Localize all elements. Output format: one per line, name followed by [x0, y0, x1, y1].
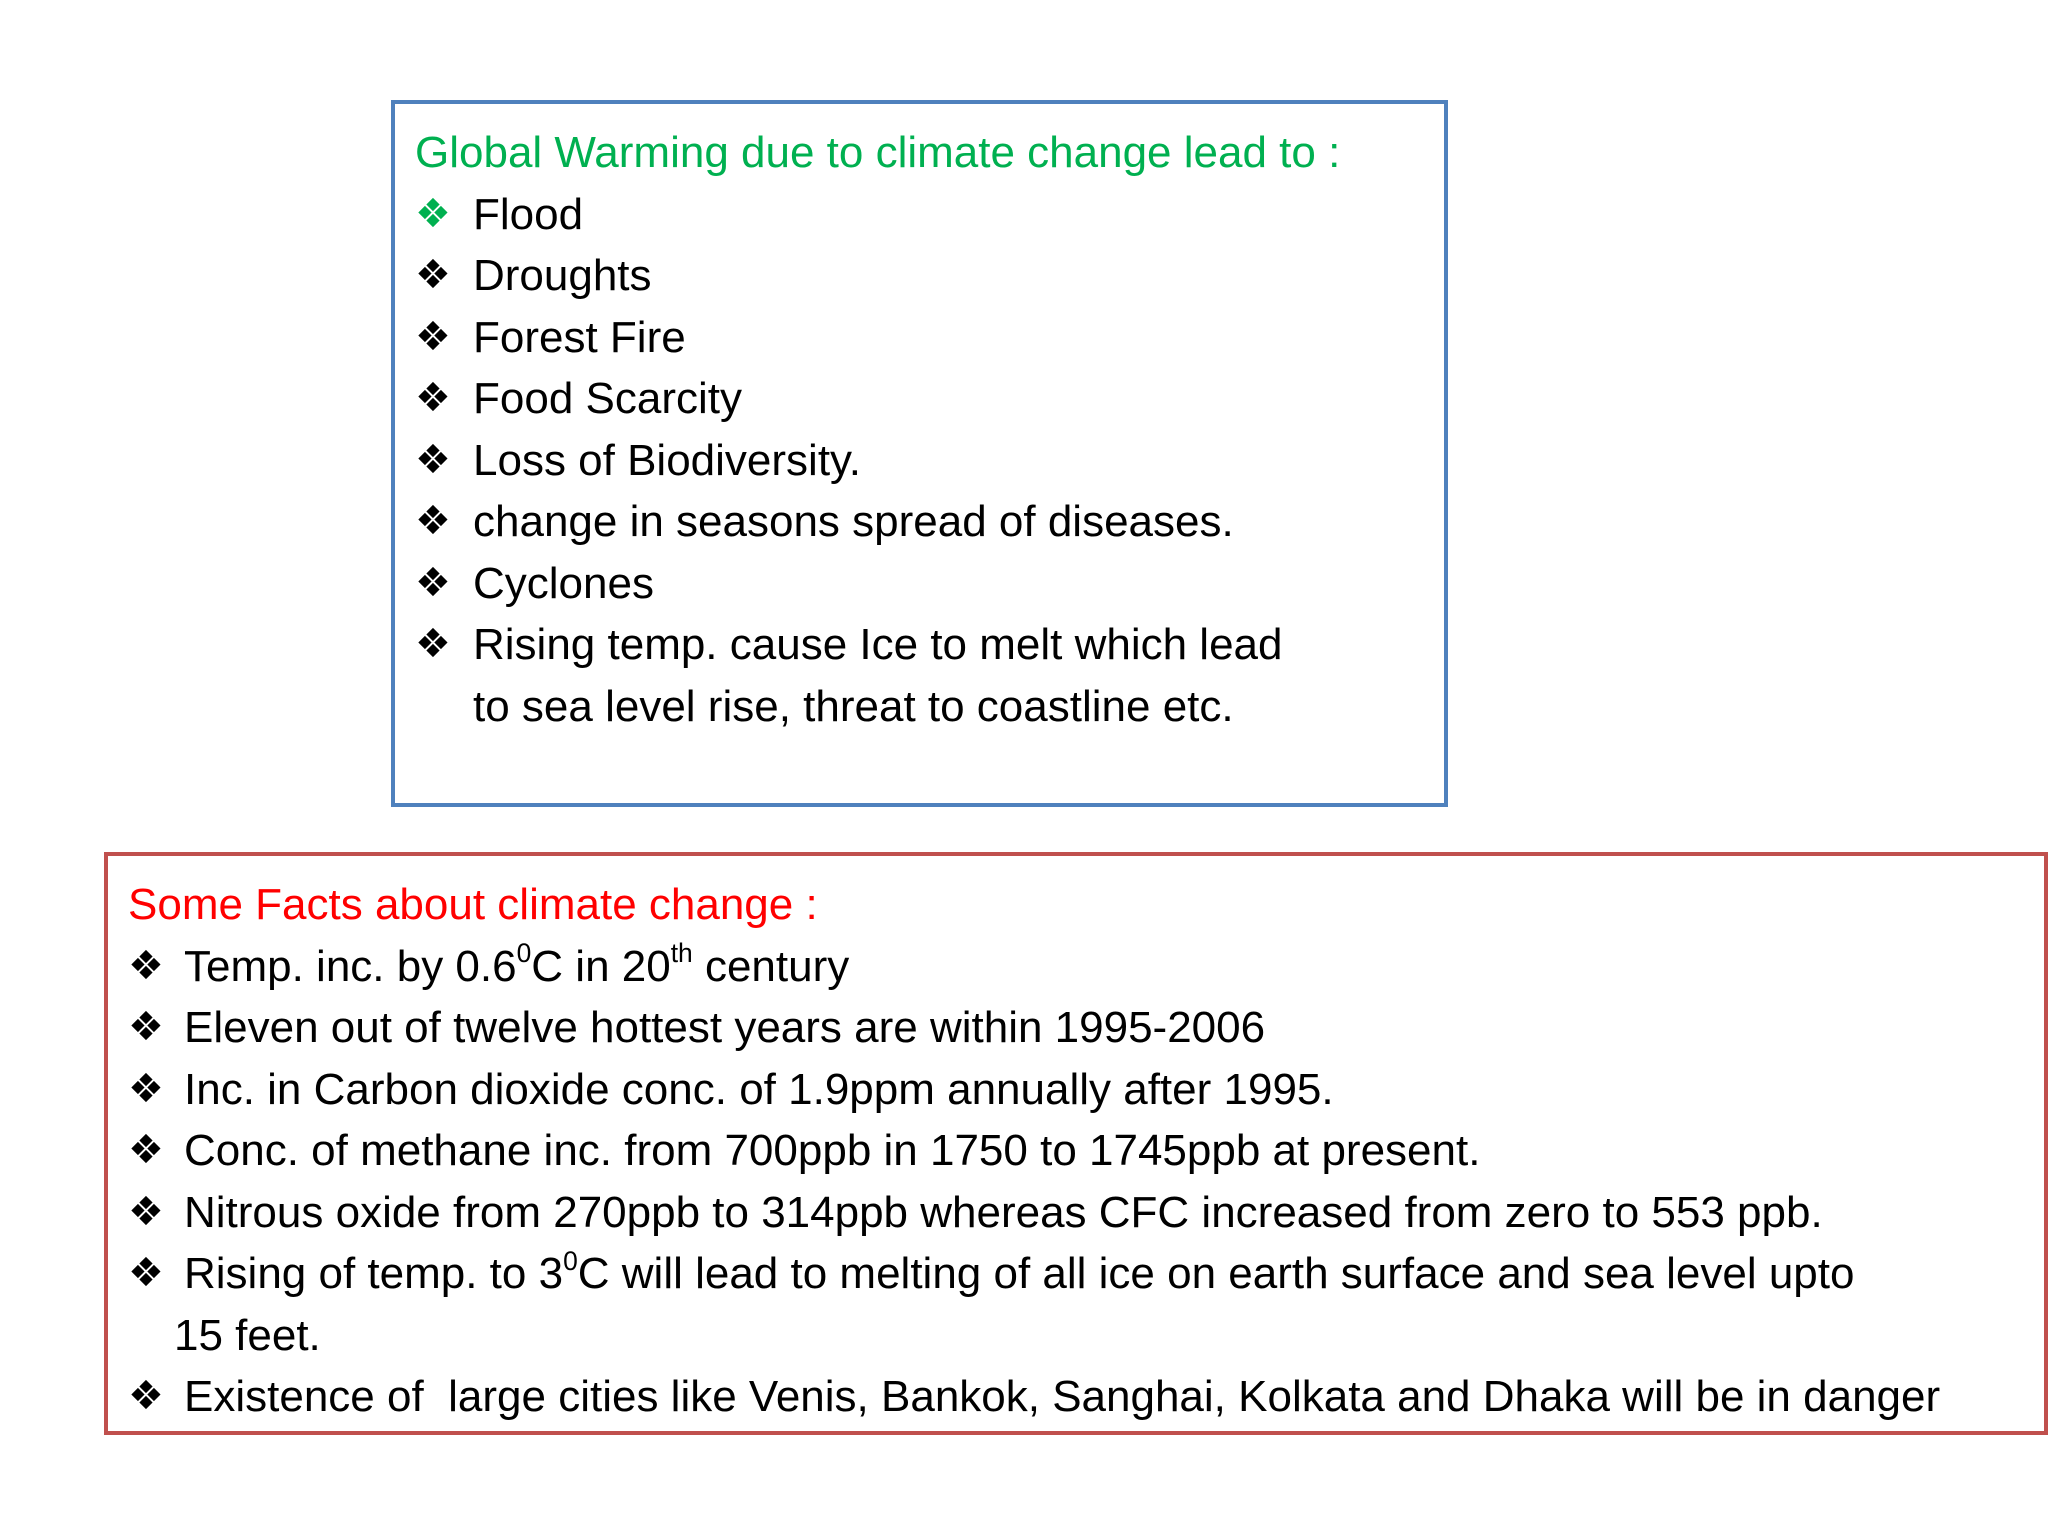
fact-text-part: century: [692, 941, 850, 991]
diamond-bullet-icon: ❖: [415, 375, 451, 421]
fact-text-part: C will lead to melting of all ice on earth surface and sea level upto: [577, 1249, 1855, 1298]
effect-item-text: change in seasons spread of diseases.: [473, 497, 1234, 546]
list-item: [415, 245, 1444, 307]
list-item: [128, 1366, 2044, 1428]
list-item: [415, 184, 1444, 246]
fact-item-text: Nitrous oxide from 270ppb to 314ppb whereas CFC increased from zero to 553 ppb.: [184, 1187, 1823, 1237]
effect-item-text: Droughts: [473, 251, 652, 300]
effects-heading: Global Warming due to climate change lead to :: [415, 128, 1341, 177]
list-item: [128, 1243, 2044, 1366]
diamond-bullet-icon: ❖: [415, 252, 451, 298]
list-item: [128, 1120, 2044, 1182]
effect-item-text: Food Scarcity: [473, 374, 742, 423]
fact-superscript: th: [670, 938, 693, 969]
effect-item-text: Forest Fire: [473, 312, 686, 362]
fact-item-text: Eleven out of twelve hottest years are within 1995-2006: [184, 1003, 1266, 1052]
effects-list: [415, 184, 1444, 738]
list-item: [128, 1059, 2044, 1121]
fact-item-text: Inc. in Carbon dioxide conc. of 1.9ppm annually after 1995.: [184, 1064, 1334, 1114]
diamond-bullet-icon: ❖: [415, 313, 451, 360]
diamond-bullet-icon: ❖: [415, 621, 451, 667]
diamond-bullet-icon: ❖: [128, 942, 164, 989]
list-item: [415, 307, 1444, 369]
diamond-bullet-icon: ❖: [415, 190, 451, 237]
list-item: [128, 1182, 2044, 1244]
effect-item-text: Rising temp. cause Ice to melt which lead to sea level rise, threat to coastline etc.: [473, 620, 1283, 731]
list-item: [415, 491, 1444, 553]
diamond-bullet-icon: ❖: [415, 559, 451, 606]
diamond-bullet-icon: ❖: [128, 1373, 164, 1419]
list-item: [128, 936, 2044, 998]
fact-item-text: [184, 936, 2034, 998]
list-item: [415, 553, 1444, 615]
fact-text-part: Temp. inc. by 0.6: [184, 941, 517, 991]
diamond-bullet-icon: ❖: [128, 1004, 164, 1050]
fact-item-text: [174, 1243, 2034, 1366]
effect-item-text: Flood: [473, 189, 584, 239]
list-item: [415, 368, 1444, 430]
fact-continuation-text: 15 feet.: [174, 1310, 321, 1360]
fact-text-part: C in 20: [531, 941, 671, 991]
diamond-bullet-icon: ❖: [415, 498, 451, 544]
facts-list: [128, 936, 2044, 1428]
facts-heading: Some Facts about climate change :: [128, 880, 818, 929]
diamond-bullet-icon: ❖: [128, 1127, 164, 1173]
climate-facts-box: [104, 852, 2048, 1435]
fact-item-text: Conc. of methane inc. from 700ppb in 1750 to 1745ppb at present.: [184, 1126, 1481, 1175]
list-item: [415, 614, 1444, 737]
effect-item-text: Cyclones: [473, 558, 654, 608]
fact-superscript: 0: [563, 1245, 578, 1276]
effect-item-text: Loss of Biodiversity.: [473, 435, 862, 485]
diamond-bullet-icon: ❖: [128, 1188, 164, 1235]
global-warming-effects-box: [391, 100, 1448, 807]
list-item: [415, 430, 1444, 492]
diamond-bullet-icon: ❖: [128, 1065, 164, 1112]
fact-text-part: Rising of temp. to 3: [184, 1249, 564, 1298]
fact-item-text: Existence of large cities like Venis, Bankok, Sanghai, Kolkata and Dhaka will be in danger: [184, 1372, 1941, 1421]
fact-superscript: 0: [516, 938, 532, 969]
diamond-bullet-icon: ❖: [128, 1250, 164, 1296]
diamond-bullet-icon: ❖: [415, 436, 451, 483]
list-item: [128, 997, 2044, 1059]
